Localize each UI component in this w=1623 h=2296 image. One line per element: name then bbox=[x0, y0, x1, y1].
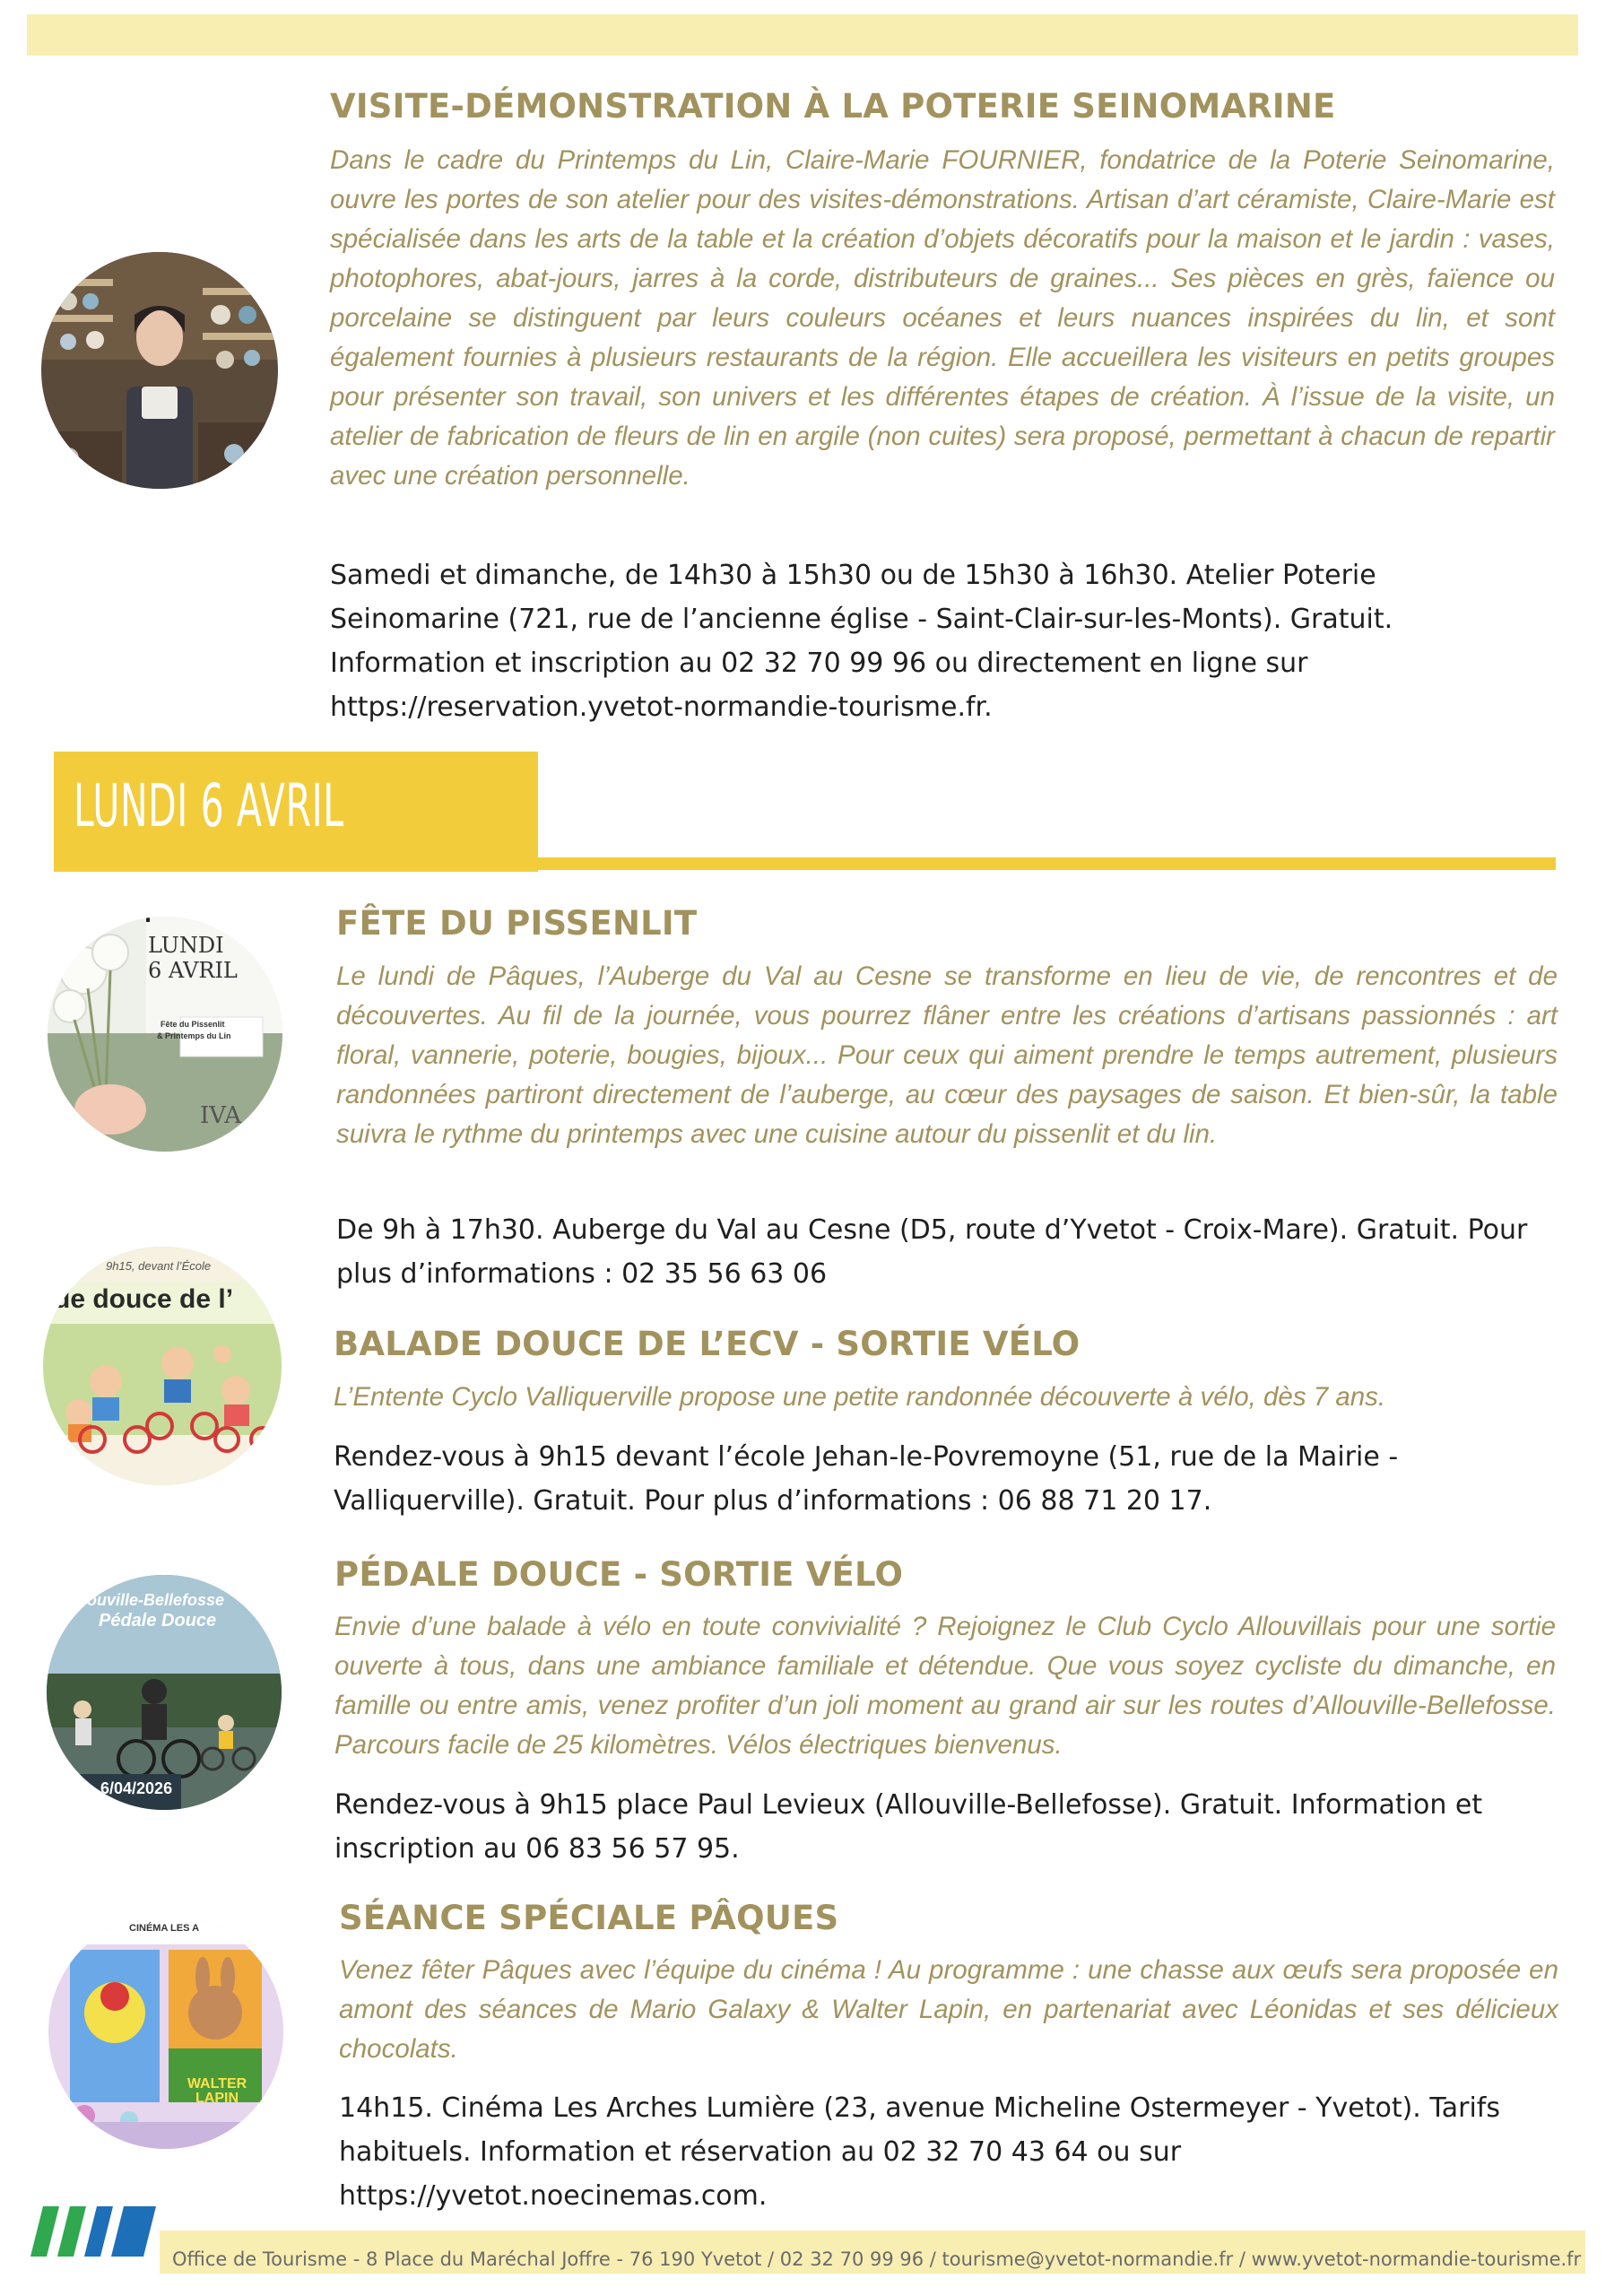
ecv-image-banner: de douce de l’ bbox=[54, 1284, 234, 1314]
cinema-image-poster: WALTER LAPIN bbox=[187, 2076, 247, 2106]
event-description: L’Entente Cyclo Valliquerville propose une petite randonnée découverte à vélo, dès 7 ans. bbox=[334, 1382, 1386, 1412]
top-band bbox=[27, 14, 1578, 56]
event-description: Venez fêter Pâques avec l’équipe du cinéma ! Au programme : une chasse aux œufs sera proposée en amont des séances de Mario Galaxy & Walter Lapin, en partenariat avec Léonidas et ses délicieux chocolats. bbox=[339, 1955, 1558, 2064]
footer-band bbox=[160, 2231, 1585, 2274]
event-title: BALADE DOUCE DE L’ECV - SORTIE VÉLO bbox=[334, 1325, 1081, 1363]
pissenlit-image-small2: & Printemps du Lin bbox=[157, 1031, 231, 1040]
potter-photo-icon bbox=[41, 252, 278, 489]
svg-text:IVA: IVA bbox=[200, 1102, 242, 1129]
footer-contact: Office de Tourisme - 8 Place du Maréchal Joffre - 76 190 Yvetot / 02 32 70 99 96 / tourisme@yvetot-normandie.fr / www.yvetot-normandie-tourisme.fr bbox=[172, 2248, 1582, 2270]
pissenlit-photo-icon bbox=[48, 917, 282, 1152]
event-info: Rendez-vous à 9h15 devant l’école Jehan-le-Povremoyne (51, rue de la Mairie - Valliquerville). Gratuit. Pour plus d’informations : 06 88 71 20 17. bbox=[334, 1441, 1399, 1517]
event-description: Dans le cadre du Printemps du Lin, Claire-Marie FOURNIER, fondatrice de la Poterie Seinomarine, ouvre les portes de son atelier pour des visites-démonstrations. Artisan d’art céramiste, Claire-Marie est spécialisée dans les arts de la table et la création d’objets décoratifs pour la maison et le jardin : vases, photophores, abat-jours, jarres à la corde, distributeurs de graines... Ses pièces en grès, faïence ou porcelaine se distinguent par leurs couleurs océanes et leurs nuances inspirées du lin, et sont également fournies à plusieurs restaurants de la région. Elle accueillera les visiteurs en petits groupes pour présenter son travail, son univers et les différentes étapes de création. À l’issue de la visite, un atelier de fabrication de fleurs de lin en argile (non cuites) sera proposé, permettant à chacun de repartir avec une création personnelle. bbox=[330, 145, 1555, 491]
event-title: SÉANCE SPÉCIALE PÂQUES bbox=[339, 1899, 839, 1937]
event-info: 14h15. Cinéma Les Arches Lumière (23, avenue Micheline Ostermeyer - Yvetot). Tarifs habituels. Information et réservation au 02 32 70 43 64 ou sur https://yvetot.noecinemas.com. bbox=[339, 2092, 1500, 2212]
cyclists-photo-icon bbox=[47, 1575, 282, 1810]
pissenlit-image-line2: 6 AVRIL bbox=[148, 958, 238, 983]
day-heading: LUNDI 6 AVRIL bbox=[74, 771, 344, 840]
day-heading-box bbox=[54, 752, 538, 872]
pedale-image-title2: Pédale Douce bbox=[99, 1611, 217, 1631]
cinema-poster-icon bbox=[48, 1914, 283, 2149]
cinema-image-header: CINÉMA LES A bbox=[129, 1923, 200, 1934]
day-heading-underline bbox=[538, 857, 1556, 870]
event-info: Rendez-vous à 9h15 place Paul Levieux (Allouville-Bellefosse). Gratuit. Information et inscription au 06 83 56 57 95. bbox=[334, 1789, 1483, 1865]
ecv-image-top: 9h15, devant l’École bbox=[106, 1259, 212, 1273]
pedale-image-date: 6/04/2026 bbox=[100, 1779, 173, 1797]
bike-illustration-icon bbox=[43, 1247, 282, 1485]
event-description: Envie d’une balade à vélo en toute convivialité ? Rejoignez le Club Cyclo Allouvillais pour une sortie ouverte à tous, dans une ambiance familiale et détendue. Que vous soyez cycliste du dimanche, en famille ou entre amis, venez profiter d’un joli moment au grand air sur les routes d’Allouville-Bellefosse. Parcours facile de 25 kilomètres. Vélos électriques bienvenus. bbox=[334, 1612, 1556, 1760]
pissenlit-image-line1: LUNDI bbox=[148, 933, 224, 958]
event-description: Le lundi de Pâques, l’Auberge du Val au Cesne se transforme en lieu de vie, de rencontres et de découvertes. Au fil de la journée, vous pourrez flâner entre les créations d’artisans passionnés : art floral, vannerie, poterie, bougies, bijoux... Pour ceux qui aiment prendre le temps autrement, plusieurs randonnées partiront directement de l’auberge, au cœur des paysages de saison. Et bien-sûr, la table suivra le rythme du printemps avec une cuisine autour du pissenlit et du lin. bbox=[336, 961, 1558, 1149]
event-title: FÊTE DU PISSENLIT bbox=[336, 904, 698, 943]
office-tourisme-logo-icon bbox=[30, 2205, 161, 2258]
pedale-image-title1: Allouville-Bellefosse bbox=[66, 1591, 225, 1609]
event-info: De 9h à 17h30. Auberge du Val au Cesne (D5, route d’Yvetot - Croix-Mare). Gratuit. Pour plus d’informations : 02 35 56 63 06 bbox=[336, 1214, 1528, 1290]
pissenlit-image-small1: Fête du Pissenlit bbox=[161, 1020, 225, 1029]
event-info: Samedi et dimanche, de 14h30 à 15h30 ou de 15h30 à 16h30. Atelier Poterie Seinomarine (721, rue de l’ancienne église - Saint-Clair-sur-les-Monts). Gratuit. Information et inscription au 02 32 70 99 96 ou directement en ligne sur https://reservation.yvetot-normandie-tourisme.fr. bbox=[330, 560, 1393, 723]
event-title: VISITE-DÉMONSTRATION À LA POTERIE SEINOMARINE bbox=[330, 87, 1336, 126]
event-title: PÉDALE DOUCE - SORTIE VÉLO bbox=[334, 1555, 904, 1594]
